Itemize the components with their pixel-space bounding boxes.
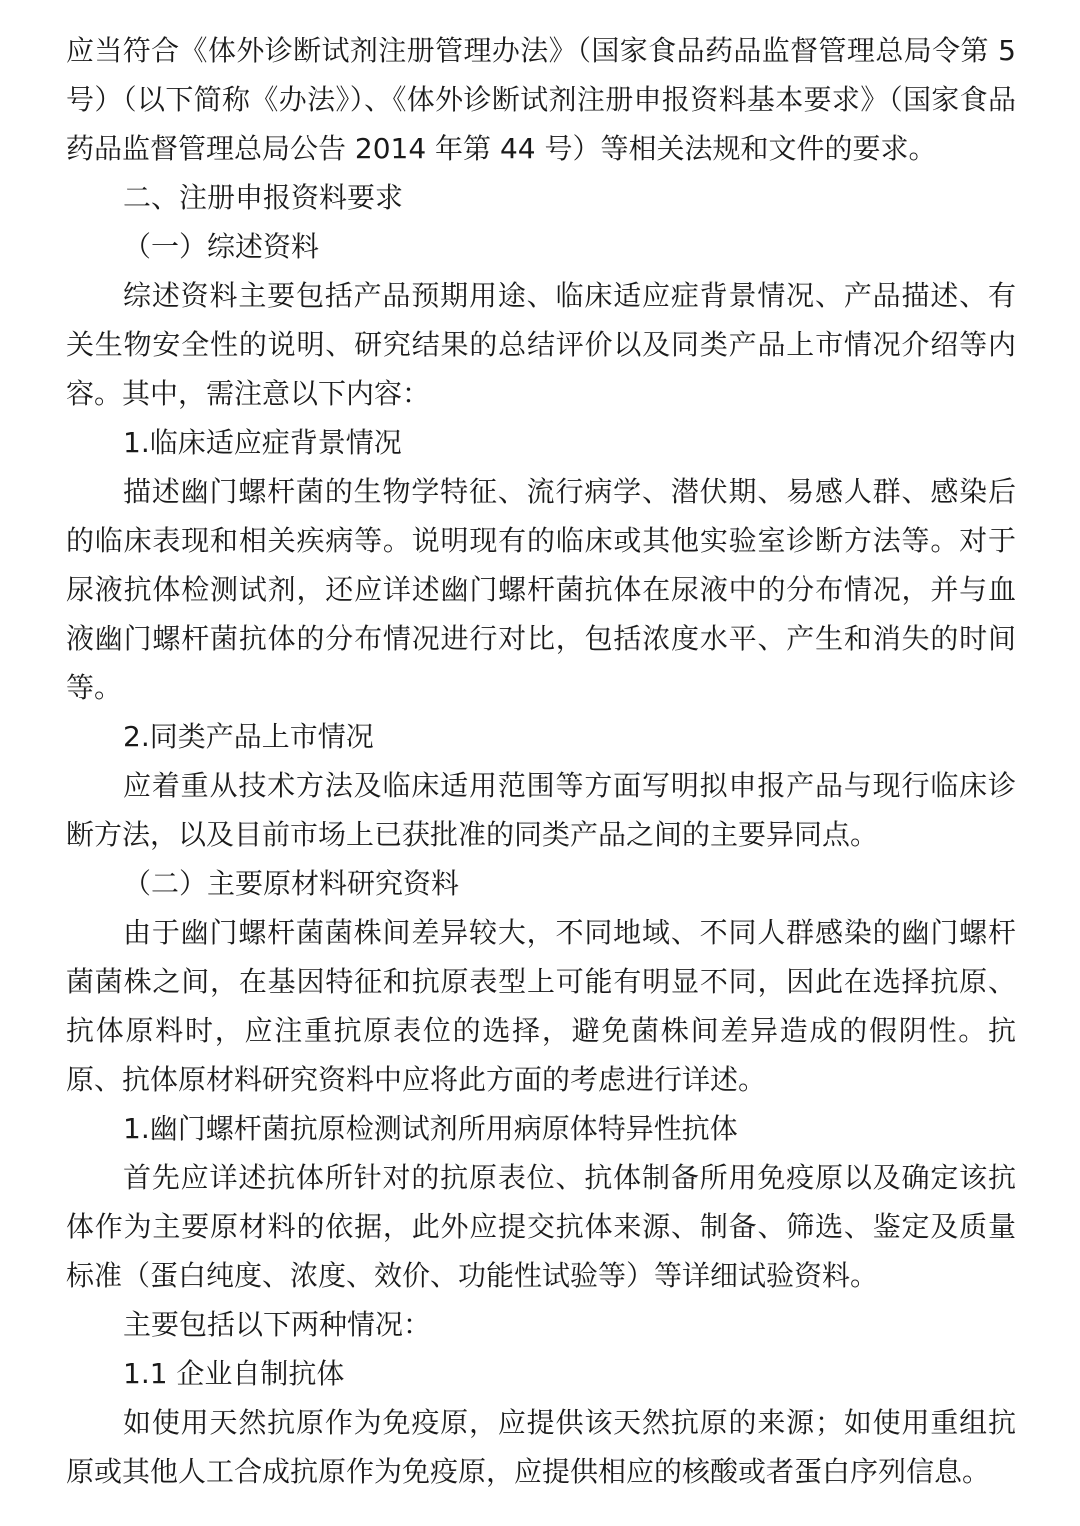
paragraph-similar-products: 应着重从技术方法及临床适用范围等方面写明拟申报产品与现行临床诊断方法，以及目前市场上已获批准的同类产品之间的主要异同点。 [66, 769, 1016, 851]
heading-clinical-background: 1.临床适应症背景情况 [123, 426, 402, 459]
heading-self-made-antibody: 1.1 企业自制抗体 [123, 1357, 345, 1390]
heading-registration-requirements: 二、注册申报资料要求 [123, 181, 404, 214]
paragraph-overview: 综述资料主要包括产品预期用途、临床适应症背景情况、产品描述、有关生物安全性的说明、研究结果的总结评价以及同类产品上市情况介绍等内容。其中，需注意以下内容： [66, 279, 1016, 410]
paragraph-regulations: 应当符合《体外诊断试剂注册管理办法》（国家食品药品监督管理总局令第 5 号）（以下简称《办法》）、《体外诊断试剂注册申报资料基本要求》（国家食品药品监督管理总局公告 2014 年第 44 号）等相关法规和文件的要求。 [66, 34, 1016, 165]
document-page [66, 26, 1016, 1496]
heading-antigen-antibody: 1.幽门螺杆菌抗原检测试剂所用病原体特异性抗体 [123, 1112, 738, 1145]
paragraph-clinical-background: 描述幽门螺杆菌的生物学特征、流行病学、潜伏期、易感人群、感染后的临床表现和相关疾病等。说明现有的临床或其他实验室诊断方法等。对于尿液抗体检测试剂，还应详述幽门螺杆菌抗体在尿液中的分布情况，并与血液幽门螺杆菌抗体的分布情况进行对比，包括浓度水平、产生和消失的时间等。 [66, 475, 1016, 704]
paragraph-antigen-antibody: 首先应详述抗体所针对的抗原表位、抗体制备所用免疫原以及确定该抗体作为主要原材料的依据，此外应提交抗体来源、制备、筛选、鉴定及质量标准（蛋白纯度、浓度、效价、功能性试验等）等详细试验资料。 [66, 1161, 1016, 1292]
heading-similar-products: 2.同类产品上市情况 [123, 720, 374, 753]
paragraph-two-cases: 主要包括以下两种情况： [123, 1308, 432, 1341]
paragraph-raw-materials: 由于幽门螺杆菌菌株间差异较大，不同地域、不同人群感染的幽门螺杆菌菌株之间，在基因特征和抗原表型上可能有明显不同，因此在选择抗原、抗体原料时，应注重抗原表位的选择，避免菌株间差异造成的假阴性。抗原、抗体原材料研究资料中应将此方面的考虑进行详述。 [66, 916, 1016, 1096]
paragraph-self-made-antibody: 如使用天然抗原作为免疫原，应提供该天然抗原的来源；如使用重组抗原或其他人工合成抗原作为免疫原，应提供相应的核酸或者蛋白序列信息。 [66, 1406, 1016, 1488]
heading-overview: （一）综述资料 [123, 230, 320, 263]
heading-raw-materials: （二）主要原材料研究资料 [123, 867, 460, 900]
